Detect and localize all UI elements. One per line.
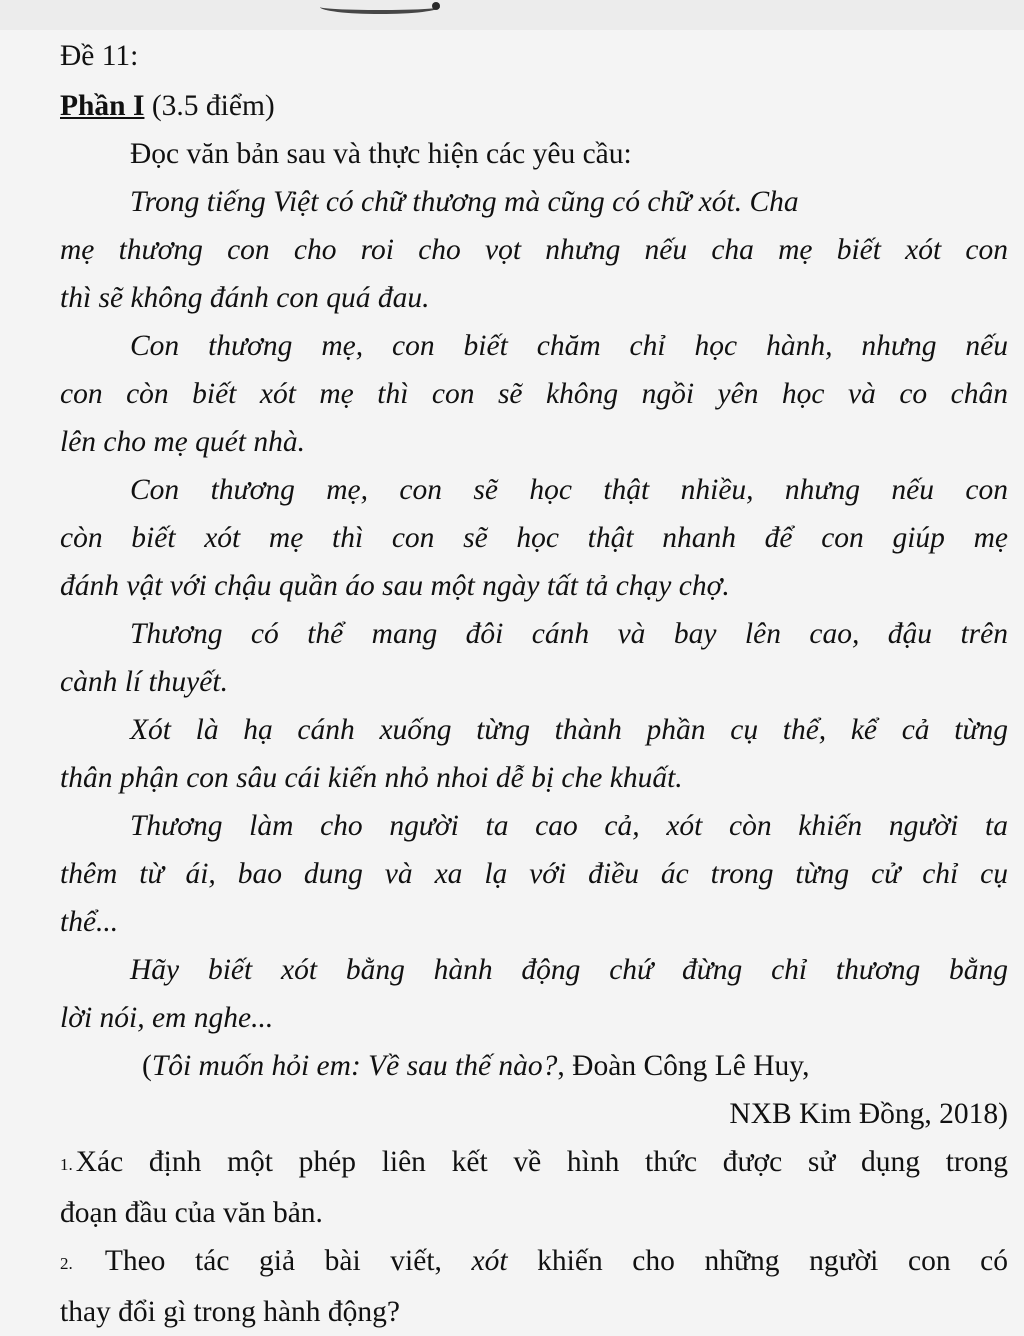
passage-line: đánh vật với chậu quần áo sau một ngày tất tả chạy chợ. [60,570,730,602]
passage-line: thân phận con sâu cái kiến nhỏ nhoi dễ bị che khuất. [60,762,683,794]
part-heading [60,82,1008,130]
question-text-after: khiến cho những người con có [507,1245,1009,1277]
passage-line: thêm từ ái, bao dung và xa lạ với điều ác trong từng cử chỉ cụ [60,858,1008,890]
passage [60,178,1008,1042]
citation-book-title: Tôi muốn hỏi em: Về sau thế nào? [151,1050,558,1082]
passage-line: mẹ thương con cho roi cho vọt nhưng nếu cha mẹ biết xót con [60,234,1008,266]
passage-line: lời nói, em nghe... [60,1002,274,1034]
part-points: (3.5 điểm) [151,90,275,122]
part-label: Phần I [60,90,145,122]
passage-line: lên cho mẹ quét nhà. [60,426,305,458]
question-text: Xác định một phép liên kết về hình thức được sử dụng trong [75,1146,1008,1178]
passage-line: thì sẽ không đánh con quá đau. [60,282,430,314]
question-keyword: xót [471,1245,508,1277]
question-number: 1. [60,1155,73,1174]
passage-line: Hãy biết xót bằng hành động chứ đừng chỉ thương bằng [130,954,1008,986]
passage-line: Trong tiếng Việt có chữ thương mà cũng có chữ xót. Cha [130,186,799,218]
passage-line: Thương làm cho người ta cao cả, xót còn khiến người ta [130,810,1008,842]
question-2-line-1 [60,1237,1008,1288]
passage-line: Con thương mẹ, con biết chăm chỉ học hành, nhưng nếu [130,330,1008,362]
question-text-before: Theo tác giả bài viết, [75,1245,472,1277]
exam-title: Đề 11: [60,40,139,72]
passage-line: Con thương mẹ, con sẽ học thật nhiều, nhưng nếu con [130,474,1008,506]
passage-line: Xót là hạ cánh xuống từng thành phần cụ thể, kể cả từng [130,714,1008,746]
question-number: 2. [60,1254,73,1273]
citation-open: ( [142,1050,152,1082]
passage-line: con còn biết xót mẹ thì con sẽ không ngồi yên học và co chân [60,378,1008,410]
question-2-line-2: thay đổi gì trong hành động? [60,1296,401,1328]
questions [60,1138,1008,1336]
instruction: Đọc văn bản sau và thực hiện các yêu cầu: [130,138,632,170]
top-handwriting-mark [320,0,440,14]
question-1-line-1 [60,1138,1008,1189]
exam-page [60,32,1008,1336]
citation-author: , Đoàn Công Lê Huy, [557,1050,810,1082]
top-edge-strip [0,0,1024,30]
citation-line-1 [60,1042,1008,1090]
passage-line: thể... [60,906,119,938]
citation [60,1042,1008,1138]
passage-line: còn biết xót mẹ thì con sẽ học thật nhanh để con giúp mẹ [60,522,1008,554]
passage-line: Thương có thể mang đôi cánh và bay lên cao, đậu trên [130,618,1008,650]
question-1-line-2: đoạn đầu của văn bản. [60,1197,323,1229]
citation-line-2: NXB Kim Đồng, 2018) [729,1098,1008,1130]
top-ink-dot [432,2,440,10]
passage-line: cành lí thuyết. [60,666,228,698]
